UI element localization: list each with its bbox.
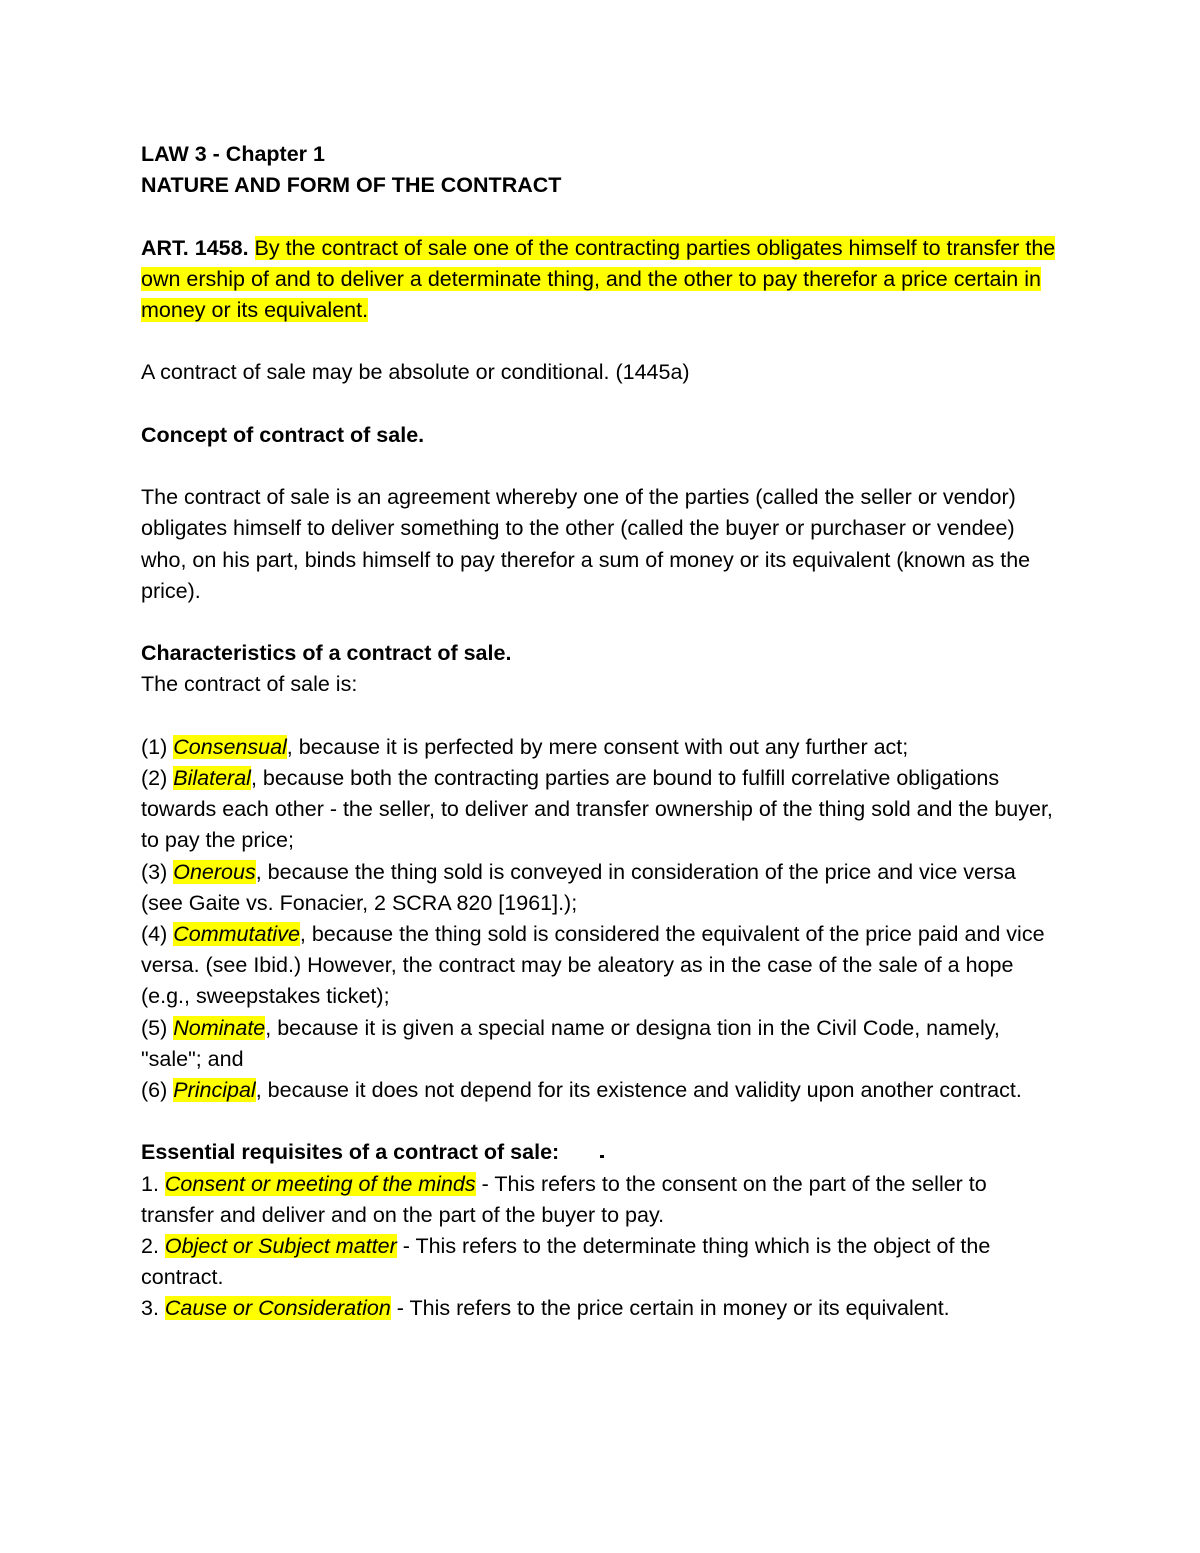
item-number: 3. (141, 1296, 165, 1321)
item-number: (2) (141, 765, 174, 790)
item-text: - This refers to the determinate thing which is the object of the contract. (141, 1234, 991, 1290)
characteristic-item (141, 919, 1061, 1013)
item-number: 1. (141, 1171, 165, 1196)
stray-mark (600, 1155, 604, 1158)
document-body (141, 139, 1061, 1325)
article-label: ART. 1458. (141, 235, 249, 260)
item-number: (1) (141, 734, 174, 759)
doc-title: LAW 3 - Chapter 1 (141, 142, 325, 166)
item-term: Bilateral (173, 765, 251, 790)
requisite-item (141, 1231, 1061, 1293)
characteristic-item (141, 1075, 1061, 1106)
article-paragraph (141, 233, 1061, 327)
requisites-heading: Essential requisites of a contract of sale: (141, 1140, 560, 1165)
doc-subtitle: NATURE AND FORM OF THE CONTRACT (141, 173, 562, 198)
characteristic-item (141, 1013, 1061, 1075)
item-text: , because it is perfected by mere consent with out any further act; (286, 734, 909, 759)
requisite-item (141, 1169, 1061, 1231)
item-number: 2. (141, 1234, 165, 1258)
article-note: A contract of sale may be absolute or conditional. (1445a) (141, 360, 690, 385)
item-term: Consent or meeting of the minds (164, 1171, 476, 1196)
characteristic-item (141, 857, 1061, 919)
item-term: Cause or Consideration (164, 1296, 391, 1321)
characteristic-item (141, 732, 1061, 763)
item-text: - This refers to the price certain in money or its equivalent. (390, 1296, 950, 1321)
item-term: Principal (173, 1078, 256, 1102)
item-term: Commutative (173, 921, 300, 946)
item-term: Object or Subject matter (164, 1234, 397, 1258)
concept-heading: Concept of contract of sale. (141, 422, 425, 447)
characteristics-intro: The contract of sale is: (141, 672, 358, 697)
article-text: By the contract of sale one of the contracting parties obligates himself to transfer the own ership of and to deliver a determinate thing, and the other to pay therefor a price certain in money or its equivalent. (141, 235, 1056, 322)
item-text: , because the thing sold is conveyed in consideration of the price and vice versa (see Gaite vs. Fonacier, 2 SCRA 820 [1961].); (141, 859, 1016, 915)
item-text: , because it does not depend for its existence and validity upon another contract. (255, 1078, 1022, 1102)
item-text: , because it is given a special name or designa tion in the Civil Code, namely, "sale"; and (141, 1015, 1000, 1071)
item-term: Onerous (173, 859, 256, 884)
item-text: , because the thing sold is considered the equivalent of the price paid and vice versa. (see Ibid.) However, the contract may be aleatory as in the case of the sale of a hope (e.g., sweepstakes ticket); (141, 921, 1045, 1009)
characteristics-heading: Characteristics of a contract of sale. (141, 641, 512, 666)
item-number: (6) (141, 1078, 174, 1102)
item-term: Nominate (173, 1015, 266, 1040)
concept-text: The contract of sale is an agreement whereby one of the parties (called the seller or vendor) obligates himself to deliver something to the other (called the buyer or purchaser or vendee) who, on his part, binds himself to pay therefor a sum of money or its equivalent (known as the price). (141, 485, 1031, 603)
requisite-item (141, 1293, 1061, 1324)
item-number: (4) (141, 921, 174, 946)
item-number: (3) (141, 859, 174, 884)
item-term: Consensual (173, 734, 287, 759)
item-number: (5) (141, 1015, 174, 1040)
item-text: - This refers to the consent on the part of the seller to transfer and deliver and on the part of the buyer to pay. (141, 1171, 987, 1227)
item-text: , because both the contracting parties are bound to fulfill correlative obligations towards each other - the seller, to deliver and transfer ownership of the thing sold and the buyer, to pay the price; (141, 765, 1053, 853)
characteristic-item (141, 763, 1061, 857)
